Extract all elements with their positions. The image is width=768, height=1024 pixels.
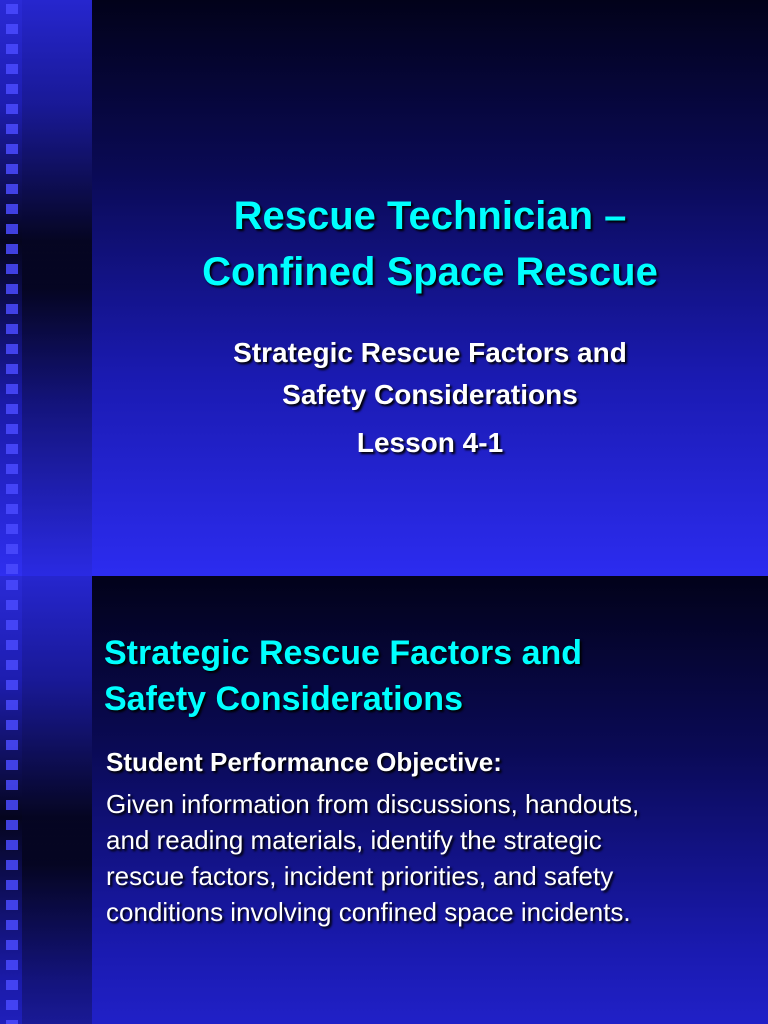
slide-title-line-2: Safety Considerations: [104, 680, 463, 718]
objective-body: [106, 786, 738, 930]
slide-title: [92, 188, 768, 300]
objective-line: rescue factors, incident priorities, and safety: [106, 861, 614, 891]
filmstrip-sidebar: [0, 576, 92, 1024]
objective-line: Given information from discussions, handouts,: [106, 789, 640, 819]
slide-title: [104, 630, 748, 722]
objective-line: conditions involving confined space incidents.: [106, 897, 631, 927]
filmstrip-holes: [6, 4, 18, 576]
filmstrip-sidebar: [0, 0, 92, 576]
objective-heading: Student Performance Objective:: [106, 747, 502, 777]
filmstrip-holes: [6, 580, 18, 1024]
slide-subtitle-line-1: Strategic Rescue Factors and: [233, 337, 627, 368]
slide-subtitle-line-2: Safety Considerations: [282, 379, 578, 410]
slide-title-line-1: Rescue Technician –: [233, 194, 627, 238]
objective-slide: [0, 576, 768, 1024]
slide-title-line-2: Confined Space Rescue: [202, 250, 658, 294]
slide-subtitle: [92, 332, 768, 416]
slide-title-line-1: Strategic Rescue Factors and: [104, 634, 583, 672]
lesson-number: Lesson 4-1: [356, 427, 504, 458]
filmstrip-shade: [22, 0, 92, 576]
filmstrip-shade: [22, 576, 92, 1024]
objective-line: and reading materials, identify the strategic: [106, 825, 602, 855]
